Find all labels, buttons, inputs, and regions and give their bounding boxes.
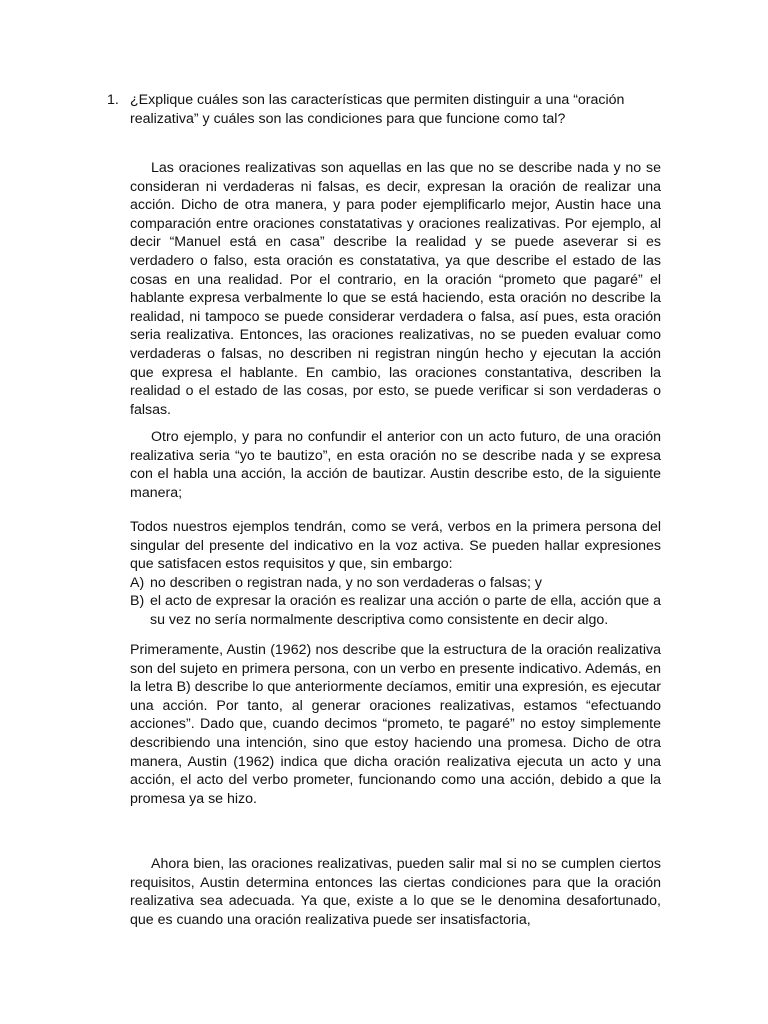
paragraph-2: Otro ejemplo, y para no confundir el anterior con un acto futuro, de una oración realizativa seria “yo te bautizo”, en esta oración no se describe nada y se expresa con el habla una acción, la acción de bautizar. Austin describe esto, de la siguiente manera; [130, 429, 661, 501]
quote-item-letter: B) [130, 593, 145, 610]
question-text: ¿Explique cuáles son las características que permiten distinguir a una “oración realizativa” y cuáles son las condiciones para que funcione como tal? [130, 92, 625, 127]
paragraph-1: Las oraciones realizativas son aquellas en las que no se describe nada y no se consideran ni verdaderas ni falsas, es decir, expresan la oración de realizar una acción. Dicho de otra manera, y para poder ejemplificarlo mejor, Austin hace una comparación entre oraciones constatativas y oraciones realizativas. Por ejemplo, al decir “Manuel está en casa” describe la realidad y se puede aseverar si es verdadero o falso, esta oración es constatativa, ya que describe el estado de las cosas en una realidad. Por el contrario, en la oración “prometo que pagaré” el hablante expresa verbalmente lo que se está haciendo, esta oración no describe la realidad, ni tampoco se puede considerar verdadera o falsa, así pues, esta oración seria realizativa. Entonces, las oraciones realizativas, no se pueden evaluar como verdaderas o falsas, no describen ni registran ningún hecho y ejecutan la acción que expresa el hablante. En cambio, las oraciones constantativa, describen la realidad o el estado de las cosas, por esto, se puede verificar si son verdaderas o falsas. [130, 160, 661, 418]
quote-item-a [130, 574, 661, 593]
quote-item-b [130, 592, 661, 629]
paragraph-4: Primeramente, Austin (1962) nos describe que la estructura de la oración realizativa son del sujeto en primera persona, con un verbo en presente indicativo. Además, en la letra B) describe lo que anteriormente decíamos, emitir una expresión, es ejecutar una acción. Por tanto, al generar oraciones realizativas, estamos “efectuando acciones”. Dado que, cuando decimos “prometo, te pagaré” no estoy simplemente describiendo una intención, sino que estoy haciendo una promesa. Dicho de otra manera, Austin (1962) indica que dicha oración realizativa ejecuta un acto y una acción, el acto del verbo prometer, funcionando como una acción, debido a que la promesa ya se hizo. [130, 642, 661, 807]
question-item [107, 91, 667, 128]
quote-block [130, 518, 661, 630]
quote-item-text: el acto de expresar la oración es realizar una acción o parte de ella, acción que a su vez no sería normalmente descriptiva como consistente en decir algo. [150, 593, 661, 628]
paragraph-5: Ahora bien, las oraciones realizativas, pueden salir mal si no se cumplen ciertos requisitos, Austin determina entonces las ciertas condiciones para que la oración realizativa sea adecuada. Ya que, existe a lo que se le denomina desafortunado, que es cuando una oración realizativa puede ser insatisfactoria, [130, 856, 661, 928]
quote-intro: Todos nuestros ejemplos tendrán, como se verá, verbos en la primera persona del singular del presente del indicativo en la voz activa. Se pueden hallar expresiones que satisfacen estos requisitos y que, sin embargo: [130, 519, 661, 573]
quote-item-letter: A) [130, 574, 145, 591]
quote-item-text: no describen o registran nada, y no son verdaderas o falsas; y [150, 574, 542, 591]
question-number: 1. [107, 92, 119, 108]
